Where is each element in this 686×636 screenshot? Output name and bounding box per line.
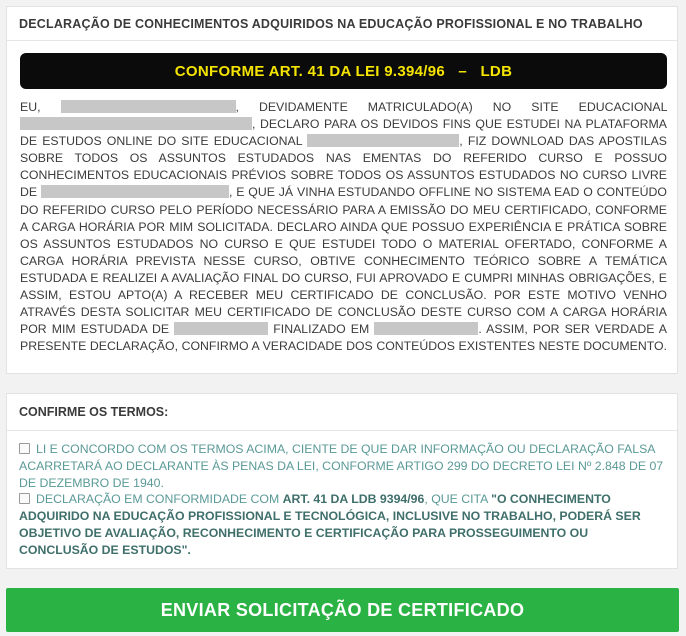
term-2-mid: , QUE CITA <box>424 492 488 506</box>
terms-card <box>6 393 678 569</box>
term-2-checkbox[interactable] <box>19 493 30 504</box>
term-2-law: ART. 41 DA LDB 9394/96 <box>282 492 425 506</box>
decl-segment-2: , DEVIDAMENTE MATRICULADO(A) NO SITE EDUCACIONAL <box>235 100 667 114</box>
submit-certificate-button[interactable]: ENVIAR SOLICITAÇÃO DE CERTIFICADO <box>6 588 679 632</box>
declaration-text <box>20 99 667 355</box>
law-banner: CONFORME ART. 41 DA LEI 9.394/96 – LDB <box>20 53 667 89</box>
term-2-quote: "O CONHECIMENTO ADQUIRIDO NA EDUCAÇÃO PROFISSIONAL E TECNOLÓGICA, INCLUSIVE NO TRABALHO, PODERÁ SER OBJETIVO DE AVALIAÇÃO, RECONHECIMENTO E CERTIFICAÇÃO PARA PROSSEGUIMENTO OU CONCLUSÃO DE ESTUDOS". <box>19 492 641 557</box>
declaration-card <box>6 6 678 374</box>
redacted-site-name <box>20 117 252 130</box>
decl-segment-6: FINALIZADO EM <box>273 322 370 337</box>
redacted-student-name <box>61 100 236 113</box>
declaration-header: DECLARAÇÃO DE CONHECIMENTOS ADQUIRIDOS NA EDUCAÇÃO PROFISSIONAL E NO TRABALHO <box>7 7 677 41</box>
decl-segment-5: , E QUE JÁ VINHA ESTUDANDO OFFLINE NO SISTEMA EAD O CONTEÚDO DO REFERIDO CURSO PELO PERÍODO NECESSÁRIO PARA A EMISSÃO DO MEU CERTIFICADO, CONFORME A CARGA HORÁRIA POR MIM SOLICITADA. DECLARO AINDA QUE POSSUO EXPERIÊNCIA E PRÁTICA SOBRE OS ASSUNTOS ESTUDADOS NO CURSO E QUE ESTUDEI TODO O MATERIAL OFERTADO, CONFORME A CARGA HORÁRIA PREVISTA NESSE CURSO, OBTIVE CONHECIMENTO TEÓRICO SOBRE A TEMÁTICA ESTUDADA E REALIZEI A AVALIAÇÃO FINAL DO CURSO, FUI APROVADO E CUMPRI MINHAS OBRIGAÇÕES, E ASSIM, ESTOU APTO(A) A RECEBER MEU CERTIFICADO DE CONCLUSÃO. POR ESTE MOTIVO VENHO ATRAVÉS DESTA SOLICITAR MEU CERTIFICADO DE CONCLUSÃO DESTE CURSO COM A CARGA HORÁRIA POR MIM ESTUDADA DE <box>20 185 667 337</box>
redacted-site-url <box>307 134 459 147</box>
term-1-checkbox[interactable] <box>19 443 30 454</box>
decl-segment-3: , DECLARO PARA OS DEVIDOS FINS QUE ESTUDEI NA PLATAFORMA DE ESTUDOS ONLINE DO SITE EDUCACIONAL <box>20 117 667 149</box>
decl-segment-1: EU, <box>20 100 41 114</box>
decl-segment-4: , FIZ DOWNLOAD DAS APOSTILAS SOBRE TODOS OS ASSUNTOS ESTUDADOS NAS EMENTAS DO REFERIDO CURSO E POSSUO CONHECIMENTOS EDUCACIONAIS PRÉVIOS SOBRE TODOS OS ASSUNTOS ESTUDADOS NO CURSO LIVRE DE <box>20 134 668 200</box>
redacted-workload <box>174 322 268 335</box>
redacted-completion-date <box>374 322 478 335</box>
redacted-course-name <box>41 185 229 198</box>
term-2 <box>19 491 669 559</box>
term-2-prefix: DECLARAÇÃO EM CONFORMIDADE COM <box>36 492 280 506</box>
decl-segment-7: . ASSIM, POR SER VERDADE A PRESENTE DECLARAÇÃO, CONFIRMO A VERACIDADE DOS CONTEÚDOS EXISTENTES NESTE DOCUMENTO. <box>20 322 668 354</box>
term-1-text: LI E CONCORDO COM OS TERMOS ACIMA, CIENTE DE QUE DAR INFORMAÇÃO OU DECLARAÇÃO FALSA ACARRETARÁ AO DECLARANTE ÀS PENAS DA LEI, CONFORME ARTIGO 299 DO DECRETO LEI Nº 2.848 DE 07 DE DEZEMBRO DE 1940. <box>19 442 664 490</box>
terms-header: CONFIRME OS TERMOS: <box>7 394 677 431</box>
term-1 <box>19 441 669 492</box>
